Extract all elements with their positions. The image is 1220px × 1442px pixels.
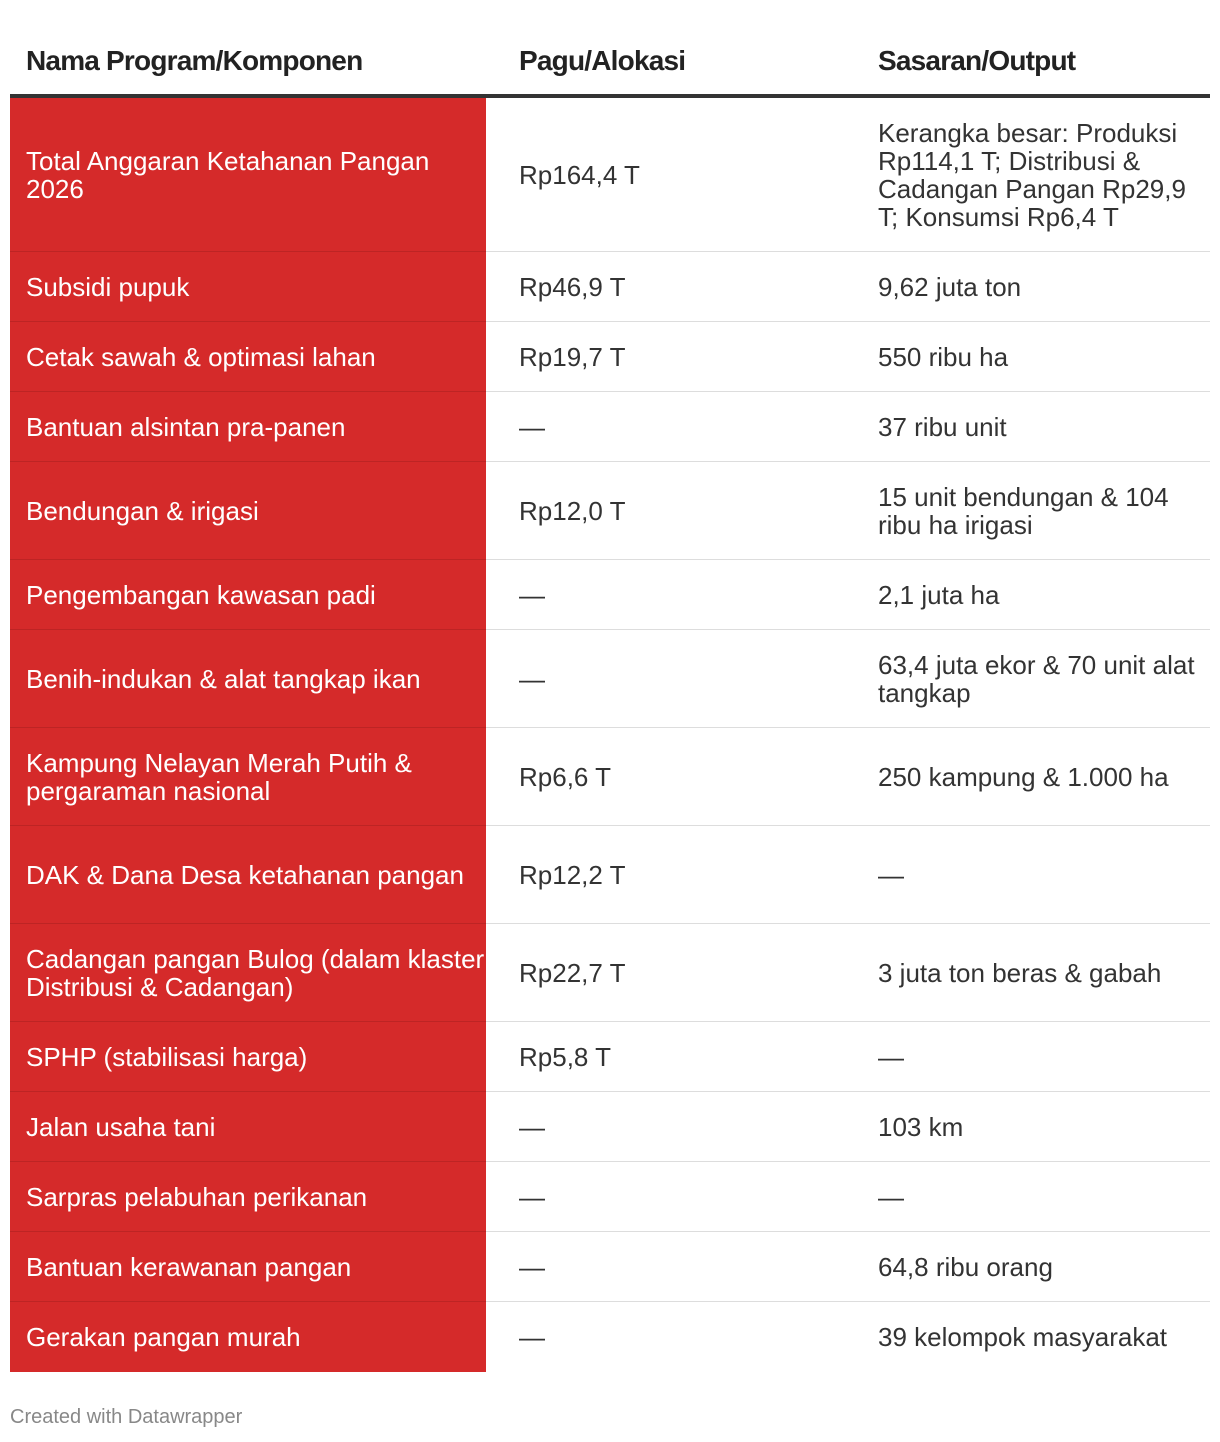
cell-program — [10, 1092, 486, 1161]
cell-program — [10, 560, 486, 629]
table-row — [10, 322, 1210, 392]
cell-sasaran-text: — — [878, 1041, 904, 1072]
cell-pagu-text: — — [519, 663, 545, 694]
cell-program-text: Bantuan kerawanan pangan — [26, 1251, 352, 1282]
cell-program — [10, 630, 486, 727]
cell-pagu-text: Rp12,0 T — [519, 495, 626, 526]
cell-pagu-text: — — [519, 1181, 545, 1212]
cell-sasaran — [844, 630, 1210, 727]
cell-program-text: Jalan usaha tani — [26, 1111, 216, 1142]
cell-program — [10, 1162, 486, 1231]
cell-sasaran — [844, 392, 1210, 461]
cell-program-text: Subsidi pupuk — [26, 271, 190, 302]
cell-sasaran — [844, 98, 1210, 251]
cell-sasaran — [844, 560, 1210, 629]
cell-sasaran — [844, 462, 1210, 559]
table-row — [10, 728, 1210, 826]
cell-pagu — [486, 1302, 844, 1372]
cell-sasaran-text: 64,8 ribu orang — [878, 1251, 1053, 1282]
cell-pagu — [486, 1022, 844, 1091]
cell-program — [10, 1232, 486, 1301]
cell-sasaran-text: 63,4 juta ekor & 70 unit alat tangkap — [878, 649, 1202, 708]
cell-sasaran-text: — — [878, 859, 904, 890]
cell-sasaran-text: Kerangka besar: Produksi Rp114,1 T; Distribusi & Cadangan Pangan Rp29,9 T; Konsumsi Rp6,4 T — [878, 117, 1193, 232]
cell-pagu-text: — — [519, 579, 545, 610]
cell-sasaran-text: 103 km — [878, 1111, 964, 1142]
cell-pagu — [486, 560, 844, 629]
cell-pagu-text: Rp164,4 T — [519, 159, 640, 190]
cell-sasaran-text: 250 kampung & 1.000 ha — [878, 761, 1169, 792]
cell-pagu — [486, 1162, 844, 1231]
cell-sasaran — [844, 1302, 1210, 1372]
cell-pagu — [486, 728, 844, 825]
cell-program-text: Kampung Nelayan Merah Putih & pergaraman nasional — [26, 747, 412, 806]
cell-pagu — [486, 826, 844, 923]
cell-sasaran-text: 3 juta ton beras & gabah — [878, 957, 1162, 988]
table-row — [10, 1162, 1210, 1232]
cell-pagu-text: Rp19,7 T — [519, 341, 626, 372]
column-header-program[interactable]: Nama Program/Komponen — [26, 45, 363, 76]
cell-program-text: Bantuan alsintan pra-panen — [26, 411, 346, 442]
cell-pagu — [486, 924, 844, 1021]
table-row — [10, 1302, 1210, 1372]
table-row — [10, 1022, 1210, 1092]
cell-sasaran-text: 37 ribu unit — [878, 411, 1007, 442]
cell-pagu-text: — — [519, 1111, 545, 1142]
cell-pagu-text: — — [519, 411, 545, 442]
table-row — [10, 392, 1210, 462]
cell-program — [10, 924, 486, 1021]
table-row — [10, 560, 1210, 630]
cell-program-text: Sarpras pelabuhan perikanan — [26, 1181, 368, 1212]
cell-program-text: Pengembangan kawasan padi — [26, 579, 376, 610]
data-table — [10, 26, 1210, 1372]
cell-sasaran — [844, 924, 1210, 1021]
cell-sasaran-text: 550 ribu ha — [878, 341, 1009, 372]
cell-sasaran — [844, 1092, 1210, 1161]
cell-program — [10, 98, 486, 251]
cell-pagu — [486, 392, 844, 461]
cell-program-text: Bendungan & irigasi — [26, 495, 259, 526]
cell-pagu-text: Rp22,7 T — [519, 957, 626, 988]
cell-sasaran-text: 2,1 juta ha — [878, 579, 1000, 610]
cell-program — [10, 392, 486, 461]
cell-pagu-text: Rp6,6 T — [519, 761, 612, 792]
table-body — [10, 98, 1210, 1372]
column-header-sasaran[interactable]: Sasaran/Output — [878, 45, 1076, 76]
cell-pagu-text: — — [519, 1251, 545, 1282]
cell-pagu-text: Rp12,2 T — [519, 859, 626, 890]
cell-pagu-text: Rp5,8 T — [519, 1041, 612, 1072]
cell-program — [10, 1302, 486, 1372]
cell-sasaran-text: 9,62 juta ton — [878, 271, 1022, 302]
cell-sasaran — [844, 1162, 1210, 1231]
cell-sasaran — [844, 322, 1210, 391]
cell-pagu — [486, 1232, 844, 1301]
cell-sasaran-text: 15 unit bendungan & 104 ribu ha irigasi — [878, 481, 1176, 540]
table-row — [10, 630, 1210, 728]
cell-pagu-text: Rp46,9 T — [519, 271, 626, 302]
table-row — [10, 1092, 1210, 1162]
cell-pagu — [486, 322, 844, 391]
footer-credit[interactable]: Created with Datawrapper — [10, 1406, 243, 1428]
cell-program-text: Benih-indukan & alat tangkap ikan — [26, 663, 421, 694]
cell-program — [10, 728, 486, 825]
table-row — [10, 1232, 1210, 1302]
cell-sasaran — [844, 1022, 1210, 1091]
table-row — [10, 924, 1210, 1022]
cell-sasaran-text: — — [878, 1181, 904, 1212]
cell-program-text: Cadangan pangan Bulog (dalam klaster Distribusi & Cadangan) — [26, 943, 485, 1002]
table-row — [10, 462, 1210, 560]
cell-pagu-text: — — [519, 1322, 545, 1352]
cell-program-text: Gerakan pangan murah — [26, 1322, 301, 1352]
table-header — [10, 26, 1210, 98]
cell-sasaran-text: 39 kelompok masyarakat — [878, 1322, 1168, 1352]
cell-pagu — [486, 1092, 844, 1161]
table-row — [10, 98, 1210, 252]
cell-sasaran — [844, 826, 1210, 923]
column-header-pagu[interactable]: Pagu/Alokasi — [519, 45, 686, 76]
cell-pagu — [486, 462, 844, 559]
cell-sasaran — [844, 728, 1210, 825]
cell-program-text: Total Anggaran Ketahanan Pangan 2026 — [26, 145, 430, 204]
cell-program — [10, 462, 486, 559]
cell-program-text: SPHP (stabilisasi harga) — [26, 1041, 308, 1072]
cell-sasaran — [844, 1232, 1210, 1301]
cell-program — [10, 252, 486, 321]
cell-pagu — [486, 98, 844, 251]
cell-sasaran — [844, 252, 1210, 321]
cell-program — [10, 826, 486, 923]
table-row — [10, 826, 1210, 924]
cell-program-text: DAK & Dana Desa ketahanan pangan — [26, 859, 464, 890]
table-row — [10, 252, 1210, 322]
cell-program — [10, 1022, 486, 1091]
cell-program — [10, 322, 486, 391]
cell-program-text: Cetak sawah & optimasi lahan — [26, 341, 376, 372]
cell-pagu — [486, 252, 844, 321]
cell-pagu — [486, 630, 844, 727]
